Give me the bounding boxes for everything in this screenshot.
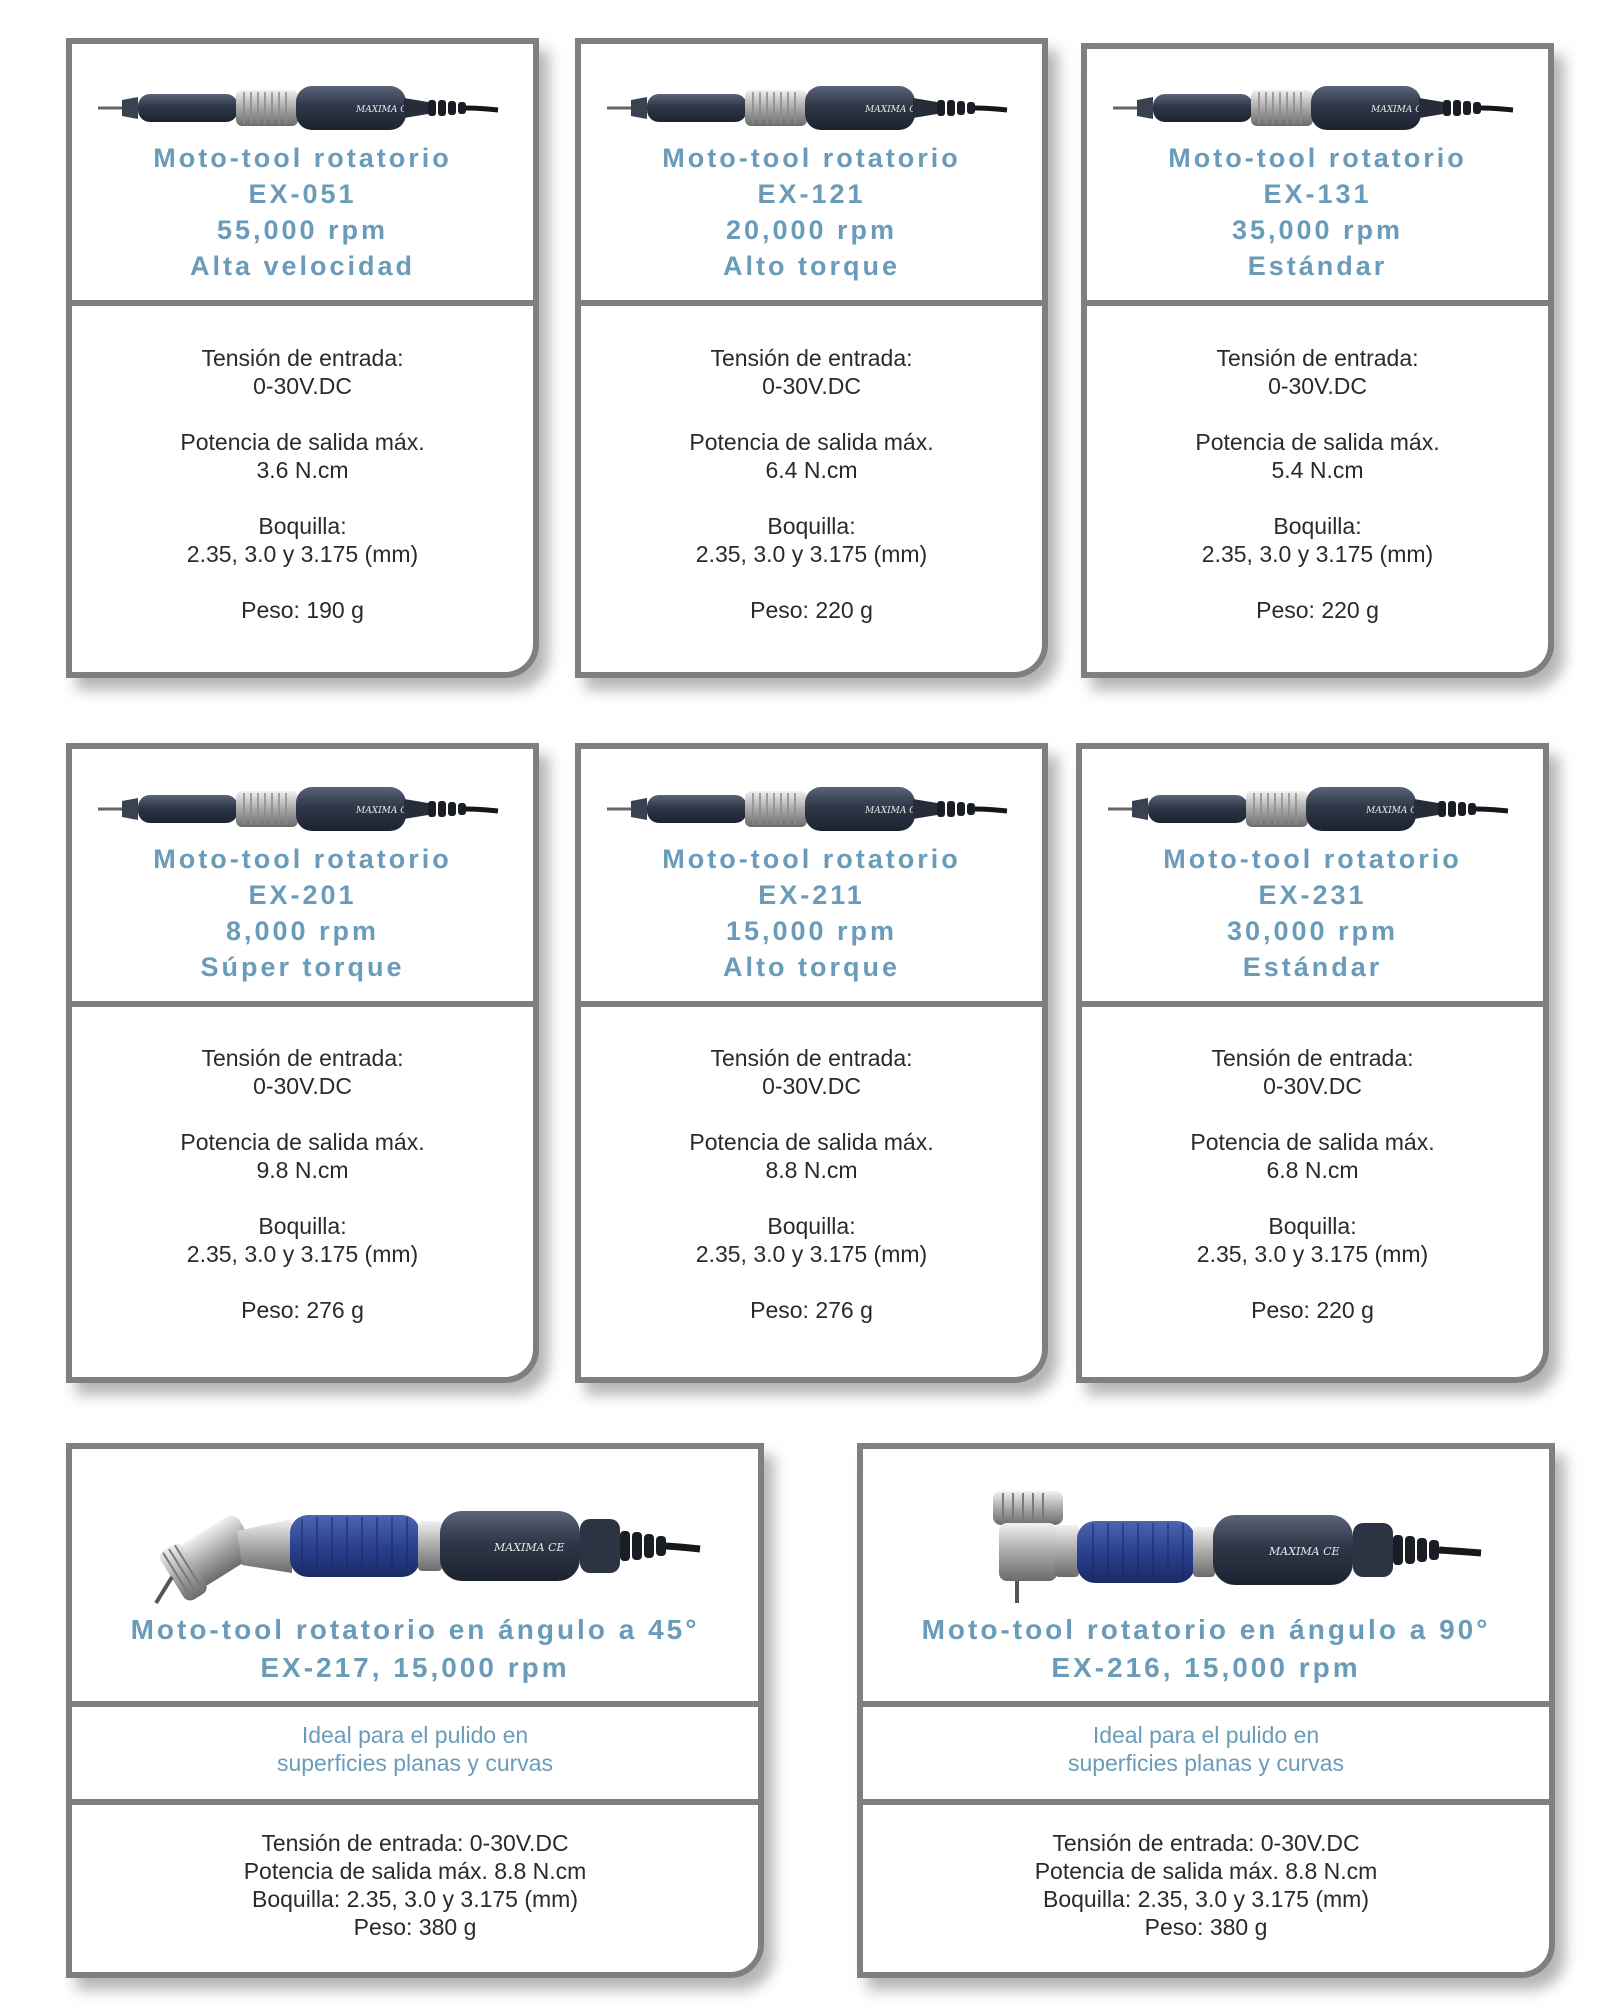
spec-value: 2.35, 3.0 y 3.175 (mm) <box>186 541 419 567</box>
spec-label: Tensión de entrada: <box>201 345 404 371</box>
spec-value: 0-30V.DC <box>1263 1073 1362 1099</box>
spec-value: 5.4 N.cm <box>1271 457 1364 483</box>
spec-label: Boquilla: <box>767 1213 856 1239</box>
spec-line: Boquilla: 2.35, 3.0 y 3.175 (mm) <box>1043 1886 1369 1912</box>
spec-value: 2.35, 3.0 y 3.175 (mm) <box>186 1241 419 1267</box>
spec-value: 8.8 N.cm <box>765 1157 858 1183</box>
spec-weight: Peso: 220 g <box>1251 1297 1374 1323</box>
spec-line: Potencia de salida máx. 8.8 N.cm <box>1034 1858 1378 1884</box>
product-line: Moto-tool rotatorio <box>153 844 452 874</box>
spec-label: Potencia de salida máx. <box>1195 429 1440 455</box>
handpiece-image <box>607 777 1017 841</box>
product-line: Moto-tool rotatorio en ángulo a 90° <box>921 1614 1491 1645</box>
product-card-ex201 <box>66 743 539 1383</box>
handpiece-image <box>1113 76 1523 140</box>
divider <box>1087 300 1548 306</box>
spec-line: Peso: 380 g <box>353 1914 477 1940</box>
category: Alto torque <box>723 251 900 281</box>
handpiece-image <box>607 76 1017 140</box>
handpiece-image <box>98 76 508 140</box>
model-code: EX-201 <box>248 880 357 910</box>
spec-value: 6.4 N.cm <box>765 457 858 483</box>
product-line: Moto-tool rotatorio <box>153 143 452 173</box>
spec-label: Boquilla: <box>767 513 856 539</box>
spec-value: 0-30V.DC <box>253 1073 352 1099</box>
product-line: Moto-tool rotatorio en ángulo a 45° <box>130 1614 700 1645</box>
svg-text:MAXIMA CE: MAXIMA CE <box>1269 1545 1340 1558</box>
model-code: EX-131 <box>1263 179 1372 209</box>
spec-label: Potencia de salida máx. <box>180 429 425 455</box>
spec-line: Peso: 380 g <box>1144 1914 1268 1940</box>
spec-value: 0-30V.DC <box>1268 373 1367 399</box>
spec-line: Potencia de salida máx. 8.8 N.cm <box>243 1858 587 1884</box>
spec-value: 0-30V.DC <box>762 1073 861 1099</box>
spec-weight: Peso: 276 g <box>241 1297 364 1323</box>
spec-label: Boquilla: <box>258 513 347 539</box>
model-speed: EX-216, 15,000 rpm <box>1051 1652 1361 1683</box>
product-line: Moto-tool rotatorio <box>1163 844 1462 874</box>
spec-value: 2.35, 3.0 y 3.175 (mm) <box>1201 541 1434 567</box>
category: Estándar <box>1242 952 1383 982</box>
category: Súper torque <box>200 952 405 982</box>
divider <box>72 1001 533 1007</box>
model-code: EX-211 <box>758 880 865 910</box>
spec-value: 6.8 N.cm <box>1266 1157 1359 1183</box>
speed: 35,000 rpm <box>1231 215 1404 245</box>
speed: 55,000 rpm <box>216 215 389 245</box>
spec-label: Tensión de entrada: <box>710 345 913 371</box>
model-code: EX-121 <box>757 179 866 209</box>
product-card-ex131 <box>1081 43 1554 678</box>
divider <box>1082 1001 1543 1007</box>
divider <box>581 300 1042 306</box>
divider <box>863 1701 1549 1707</box>
spec-label: Tensión de entrada: <box>1216 345 1419 371</box>
product-line: Moto-tool rotatorio <box>662 143 961 173</box>
spec-label: Potencia de salida máx. <box>689 1129 934 1155</box>
product-card-ex217 <box>66 1443 764 1978</box>
spec-weight: Peso: 220 g <box>1256 597 1379 623</box>
spec-value: 2.35, 3.0 y 3.175 (mm) <box>695 541 928 567</box>
usage-note: superficies planas y curvas <box>1067 1750 1345 1776</box>
divider <box>72 1799 758 1805</box>
divider <box>581 1001 1042 1007</box>
usage-note: superficies planas y curvas <box>276 1750 554 1776</box>
model-code: EX-051 <box>248 179 357 209</box>
category: Alto torque <box>723 952 900 982</box>
angle-handpiece-45-image <box>142 1469 702 1609</box>
spec-label: Potencia de salida máx. <box>689 429 934 455</box>
spec-value: 0-30V.DC <box>762 373 861 399</box>
spec-value: 2.35, 3.0 y 3.175 (mm) <box>695 1241 928 1267</box>
spec-value: 9.8 N.cm <box>256 1157 349 1183</box>
speed: 30,000 rpm <box>1226 916 1399 946</box>
usage-note: Ideal para el pulido en <box>1092 1722 1320 1748</box>
spec-label: Tensión de entrada: <box>1211 1045 1414 1071</box>
handpiece-image <box>1108 777 1518 841</box>
product-line: Moto-tool rotatorio <box>1168 143 1467 173</box>
spec-label: Potencia de salida máx. <box>180 1129 425 1155</box>
spec-weight: Peso: 276 g <box>750 1297 873 1323</box>
divider <box>72 1701 758 1707</box>
spec-line: Tensión de entrada: 0-30V.DC <box>261 1830 569 1856</box>
angle-handpiece-90-image <box>983 1469 1483 1609</box>
product-card-ex216 <box>857 1443 1555 1978</box>
spec-value: 2.35, 3.0 y 3.175 (mm) <box>1196 1241 1429 1267</box>
spec-weight: Peso: 190 g <box>241 597 364 623</box>
product-card-ex211 <box>575 743 1048 1383</box>
speed: 20,000 rpm <box>725 215 898 245</box>
product-card-ex051 <box>66 38 539 678</box>
usage-note: Ideal para el pulido en <box>301 1722 529 1748</box>
spec-value: 3.6 N.cm <box>256 457 349 483</box>
product-line: Moto-tool rotatorio <box>662 844 961 874</box>
model-speed: EX-217, 15,000 rpm <box>260 1652 570 1683</box>
spec-value: 0-30V.DC <box>253 373 352 399</box>
spec-line: Boquilla: 2.35, 3.0 y 3.175 (mm) <box>252 1886 578 1912</box>
svg-text:MAXIMA CE: MAXIMA CE <box>494 1541 565 1554</box>
product-card-ex121 <box>575 38 1048 678</box>
divider <box>72 300 533 306</box>
speed: 8,000 rpm <box>225 916 380 946</box>
spec-line: Tensión de entrada: 0-30V.DC <box>1052 1830 1360 1856</box>
spec-label: Tensión de entrada: <box>201 1045 404 1071</box>
divider <box>863 1799 1549 1805</box>
spec-label: Boquilla: <box>258 1213 347 1239</box>
product-card-ex231 <box>1076 743 1549 1383</box>
spec-label: Tensión de entrada: <box>710 1045 913 1071</box>
handpiece-image <box>98 777 508 841</box>
spec-weight: Peso: 220 g <box>750 597 873 623</box>
category: Alta velocidad <box>189 251 416 281</box>
spec-label: Potencia de salida máx. <box>1190 1129 1435 1155</box>
spec-label: Boquilla: <box>1273 513 1362 539</box>
spec-label: Boquilla: <box>1268 1213 1357 1239</box>
speed: 15,000 rpm <box>725 916 898 946</box>
model-code: EX-231 <box>1258 880 1367 910</box>
category: Estándar <box>1247 251 1388 281</box>
